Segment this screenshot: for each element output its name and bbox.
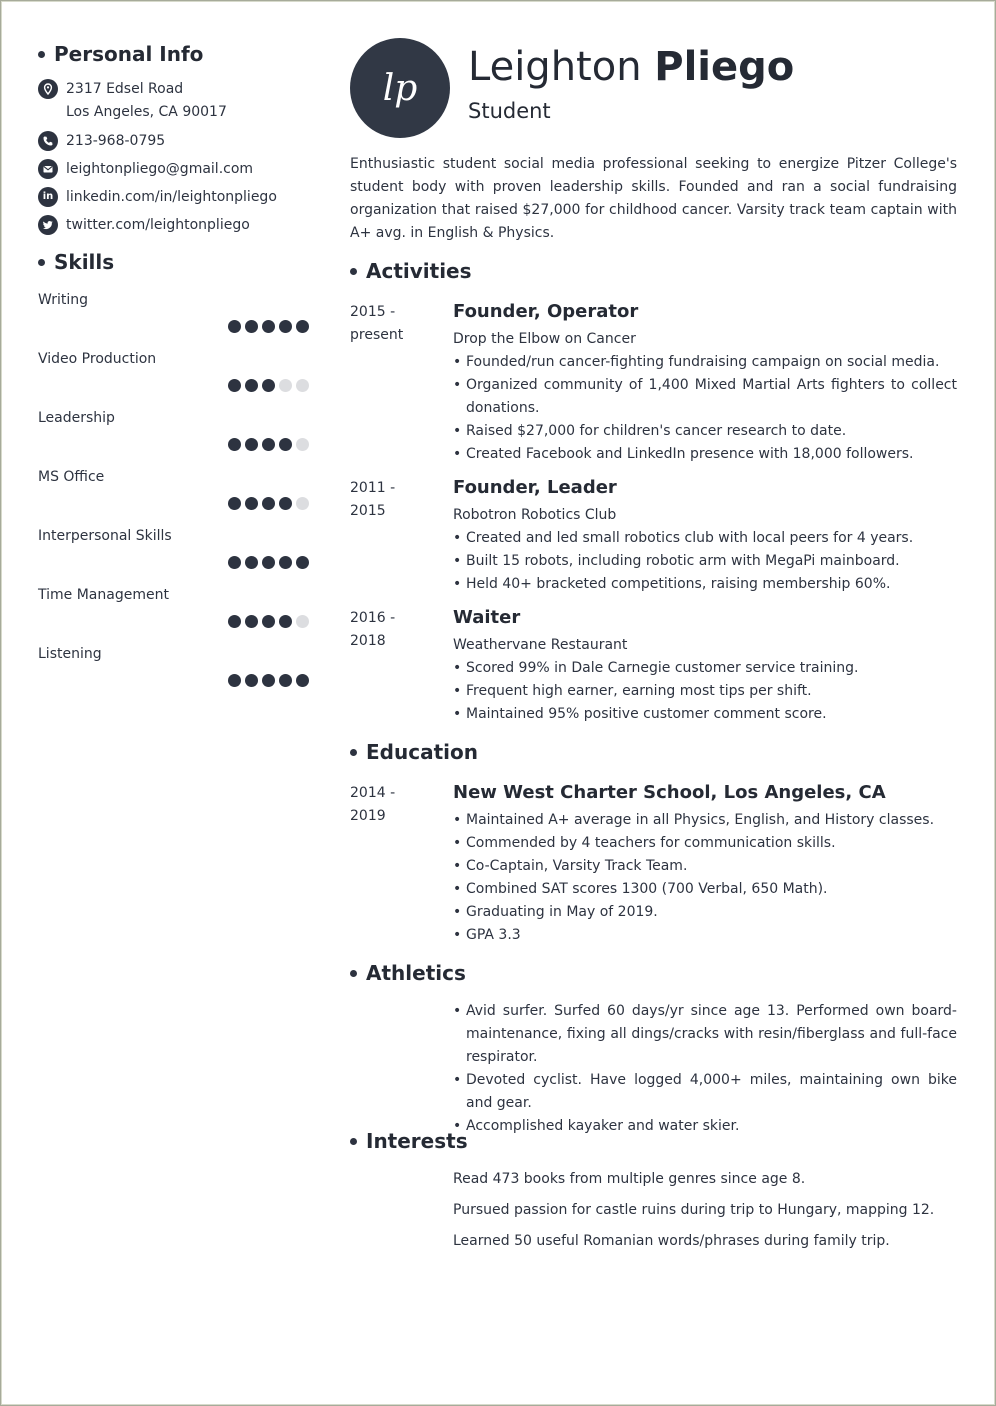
bullet-dot bbox=[350, 749, 357, 756]
rating-dot-filled bbox=[228, 438, 241, 451]
rating-dot-filled bbox=[296, 556, 309, 569]
activity-bullets bbox=[453, 657, 957, 726]
email-link[interactable]: leightonpliego@gmail.com bbox=[66, 161, 254, 177]
skill-name: Interpersonal Skills bbox=[38, 528, 172, 544]
date-end: 2018 bbox=[350, 633, 386, 649]
interest-item: Learned 50 useful Romanian words/phrases during family trip. bbox=[453, 1233, 890, 1249]
address-line2: Los Angeles, CA 90017 bbox=[66, 104, 227, 120]
education-date bbox=[350, 782, 395, 828]
rating-dot-filled bbox=[228, 379, 241, 392]
bullet-item: • Maintained 95% positive customer comment score. bbox=[453, 703, 957, 726]
bullet-item: • Organized community of 1,400 Mixed Martial Arts fighters to collect donations. bbox=[453, 374, 957, 420]
athletics-title: Athletics bbox=[366, 961, 466, 985]
address-row bbox=[38, 79, 227, 124]
rating-dot-filled bbox=[279, 674, 292, 687]
rating-dot-empty bbox=[296, 379, 309, 392]
bullet-item: • Commended by 4 teachers for communication skills. bbox=[453, 832, 957, 855]
last-name: Pliego bbox=[654, 44, 795, 90]
address-line1: 2317 Edsel Road bbox=[66, 81, 184, 97]
bullet-item: • Devoted cyclist. Have logged 4,000+ miles, maintaining own bike and gear. bbox=[453, 1069, 957, 1115]
rating-dot-filled bbox=[262, 674, 275, 687]
activities-title: Activities bbox=[366, 259, 472, 283]
twitter-link[interactable]: twitter.com/leightonpliego bbox=[66, 217, 250, 233]
rating-dot-filled bbox=[228, 674, 241, 687]
skill-rating bbox=[228, 497, 309, 510]
bullet-item: • Accomplished kayaker and water skier. bbox=[453, 1115, 957, 1138]
first-name: Leighton bbox=[468, 44, 642, 90]
bullet-item: • GPA 3.3 bbox=[453, 924, 957, 947]
skills-heading bbox=[38, 250, 114, 274]
date-start: 2014 - bbox=[350, 785, 396, 801]
rating-dot-filled bbox=[245, 615, 258, 628]
rating-dot-empty bbox=[296, 497, 309, 510]
linkedin-icon: in bbox=[38, 187, 58, 207]
skill-name: Writing bbox=[38, 292, 88, 308]
bullet-item: • Graduating in May of 2019. bbox=[453, 901, 957, 924]
education-bullets bbox=[453, 809, 957, 947]
skill-rating bbox=[228, 615, 309, 628]
monogram-text: lp bbox=[382, 67, 418, 109]
date-start: 2016 - bbox=[350, 610, 396, 626]
rating-dot-filled bbox=[245, 674, 258, 687]
skill-name: MS Office bbox=[38, 469, 105, 485]
candidate-role: Student bbox=[468, 99, 551, 123]
rating-dot-filled bbox=[262, 556, 275, 569]
skills-title: Skills bbox=[54, 250, 115, 274]
location-pin-icon bbox=[38, 79, 58, 99]
rating-dot-filled bbox=[262, 615, 275, 628]
phone-row bbox=[38, 131, 165, 153]
bullet-dot bbox=[350, 970, 357, 977]
rating-dot-filled bbox=[296, 320, 309, 333]
rating-dot-filled bbox=[262, 320, 275, 333]
skill-rating bbox=[228, 379, 309, 392]
bullet-item: • Frequent high earner, earning most tips per shift. bbox=[453, 680, 957, 703]
linkedin-row[interactable] bbox=[38, 187, 277, 209]
skill-name: Leadership bbox=[38, 410, 115, 426]
rating-dot-filled bbox=[245, 438, 258, 451]
bullet-item: • Held 40+ bracketed competitions, raising membership 60%. bbox=[453, 573, 957, 596]
bullet-item: • Avid surfer. Surfed 60 days/yr since age 13. Performed own board-maintenance, fixing all dings/cracks with resin/fiberglass and full-face respirator. bbox=[453, 1000, 957, 1069]
activity-date bbox=[350, 607, 395, 653]
rating-dot-filled bbox=[279, 497, 292, 510]
rating-dot-filled bbox=[279, 438, 292, 451]
activity-org: Weathervane Restaurant bbox=[453, 637, 628, 653]
skill-rating bbox=[228, 556, 309, 569]
athletics-bullets bbox=[453, 1000, 957, 1138]
rating-dot-empty bbox=[296, 438, 309, 451]
date-start: 2015 - bbox=[350, 304, 396, 320]
bullet-item: • Built 15 robots, including robotic arm with MegaPi mainboard. bbox=[453, 550, 957, 573]
envelope-icon bbox=[38, 159, 58, 179]
rating-dot-filled bbox=[279, 320, 292, 333]
interest-item: Read 473 books from multiple genres since age 8. bbox=[453, 1171, 806, 1187]
rating-dot-filled bbox=[279, 615, 292, 628]
activity-title: Founder, Operator bbox=[453, 301, 639, 322]
activity-org: Drop the Elbow on Cancer bbox=[453, 331, 636, 347]
rating-dot-filled bbox=[245, 497, 258, 510]
monogram-avatar bbox=[350, 38, 450, 138]
bullet-item: • Founded/run cancer-fighting fundraising campaign on social media. bbox=[453, 351, 957, 374]
bullet-item: • Created and led small robotics club with local peers for 4 years. bbox=[453, 527, 957, 550]
twitter-row[interactable] bbox=[38, 215, 250, 237]
rating-dot-filled bbox=[228, 615, 241, 628]
activity-bullets bbox=[453, 527, 957, 596]
rating-dot-filled bbox=[262, 379, 275, 392]
rating-dot-filled bbox=[245, 556, 258, 569]
rating-dot-filled bbox=[228, 497, 241, 510]
school-name: New West Charter School, Los Angeles, CA bbox=[453, 782, 886, 803]
skill-name: Listening bbox=[38, 646, 102, 662]
personal-info-title: Personal Info bbox=[54, 42, 204, 66]
linkedin-link[interactable]: linkedin.com/in/leightonpliego bbox=[66, 189, 277, 205]
rating-dot-empty bbox=[279, 379, 292, 392]
twitter-bird-icon bbox=[38, 215, 58, 235]
athletics-heading bbox=[350, 961, 466, 985]
activity-date bbox=[350, 301, 403, 347]
interests-heading bbox=[350, 1129, 468, 1153]
rating-dot-filled bbox=[279, 556, 292, 569]
personal-info-heading bbox=[38, 42, 203, 66]
date-start: 2011 - bbox=[350, 480, 396, 496]
bullet-dot bbox=[38, 259, 45, 266]
rating-dot-filled bbox=[296, 674, 309, 687]
rating-dot-filled bbox=[245, 379, 258, 392]
skill-rating bbox=[228, 674, 309, 687]
skill-name: Time Management bbox=[38, 587, 169, 603]
bullet-item: • Created Facebook and LinkedIn presence with 18,000 followers. bbox=[453, 443, 957, 466]
bullet-dot bbox=[350, 268, 357, 275]
phone-icon bbox=[38, 131, 58, 151]
bullet-item: • Co-Captain, Varsity Track Team. bbox=[453, 855, 957, 878]
activity-org: Robotron Robotics Club bbox=[453, 507, 617, 523]
bullet-item: • Scored 99% in Dale Carnegie customer service training. bbox=[453, 657, 957, 680]
rating-dot-filled bbox=[228, 556, 241, 569]
activity-title: Founder, Leader bbox=[453, 477, 617, 498]
summary-paragraph: Enthusiastic student social media professional seeking to energize Pitzer College's student body with proven leadership skills. Founded and ran a social fundraising organization that raised $27,000 for childhood cancer. Varsity track team captain with A+ avg. in English & Physics. bbox=[350, 156, 957, 241]
bullet-item: • Combined SAT scores 1300 (700 Verbal, 650 Math). bbox=[453, 878, 957, 901]
rating-dot-filled bbox=[262, 497, 275, 510]
phone-text: 213-968-0795 bbox=[66, 133, 166, 149]
skill-name: Video Production bbox=[38, 351, 157, 367]
skill-rating bbox=[228, 320, 309, 333]
education-heading bbox=[350, 740, 478, 764]
skill-rating bbox=[228, 438, 309, 451]
activity-date bbox=[350, 477, 395, 523]
bullet-item: • Maintained A+ average in all Physics, English, and History classes. bbox=[453, 809, 957, 832]
rating-dot-filled bbox=[262, 438, 275, 451]
date-end: 2019 bbox=[350, 808, 386, 824]
activities-heading bbox=[350, 259, 472, 283]
email-row[interactable] bbox=[38, 159, 253, 181]
education-title: Education bbox=[366, 740, 478, 764]
bullet-item: • Raised $27,000 for children's cancer research to date. bbox=[453, 420, 957, 443]
bullet-dot bbox=[350, 1138, 357, 1145]
date-end: present bbox=[350, 327, 404, 343]
rating-dot-filled bbox=[245, 320, 258, 333]
rating-dot-filled bbox=[228, 320, 241, 333]
rating-dot-empty bbox=[296, 615, 309, 628]
activity-bullets bbox=[453, 351, 957, 466]
date-end: 2015 bbox=[350, 503, 386, 519]
bullet-dot bbox=[38, 51, 45, 58]
interests-title: Interests bbox=[366, 1129, 468, 1153]
activity-title: Waiter bbox=[453, 607, 521, 628]
interest-item: Pursued passion for castle ruins during trip to Hungary, mapping 12. bbox=[453, 1202, 935, 1218]
candidate-name bbox=[468, 44, 794, 90]
